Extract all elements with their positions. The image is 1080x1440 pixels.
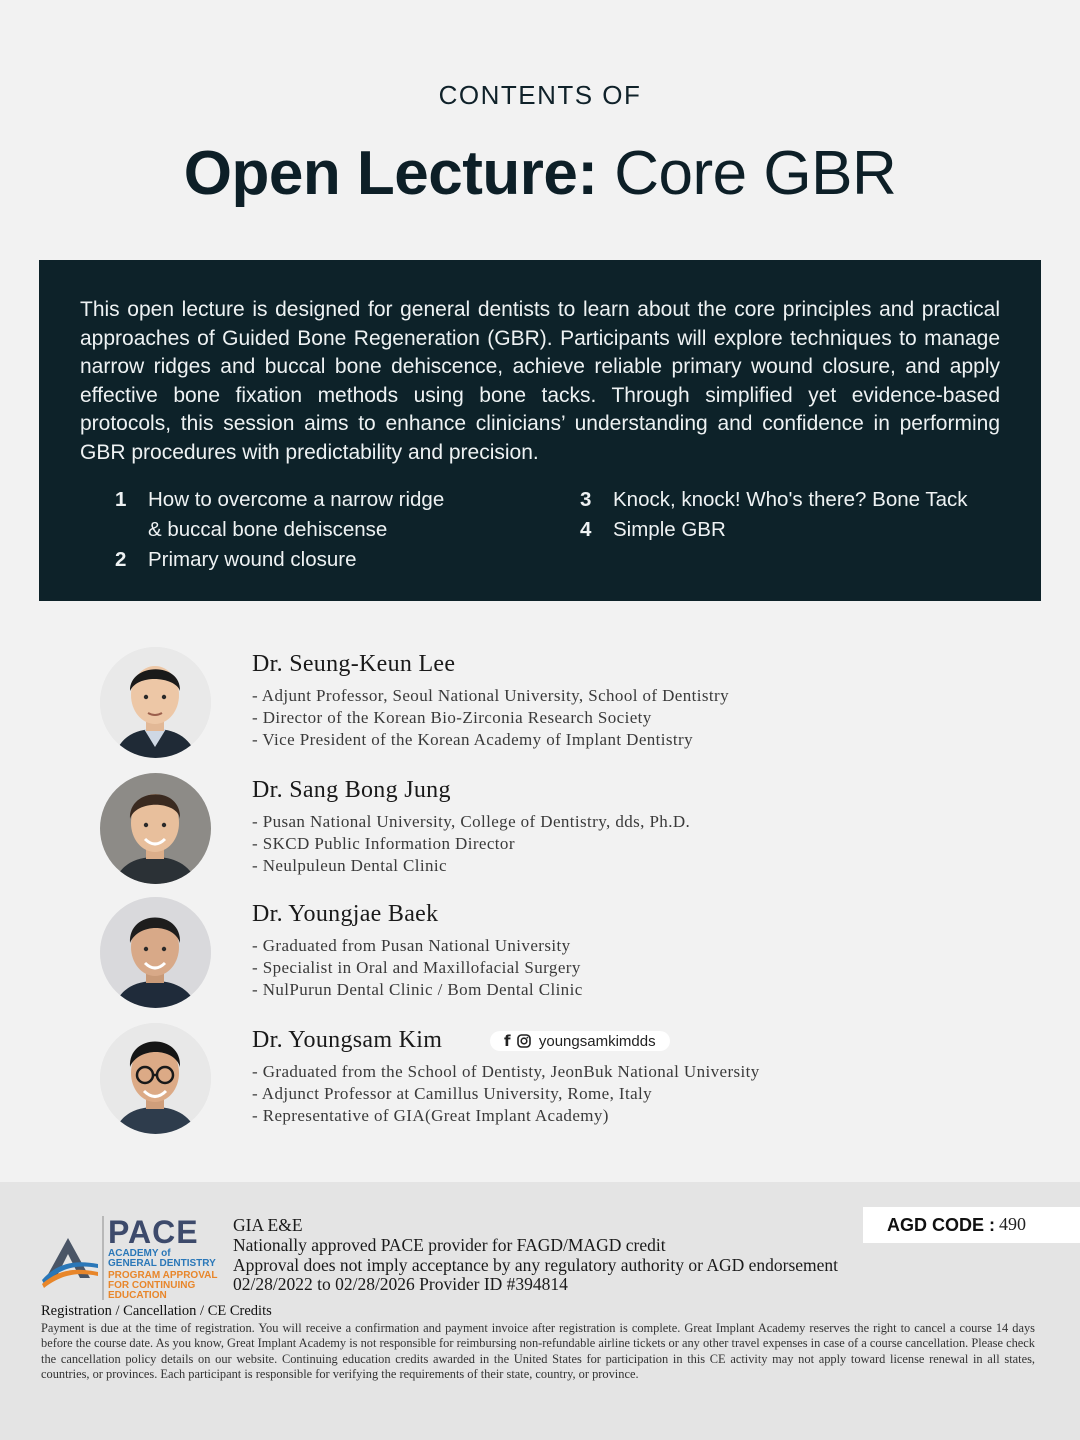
speaker-card-kim — [100, 1023, 1000, 1138]
registration-text: Payment is due at the time of registration. You will receive a confirmation and payment invoice after registration is complete. Great Implant Academy reserves the right to cancel a course 14 days before the course date. As you know, Great Implant Academy is not responsible for reimbursing non-refundable airline tickets or any other travel expenses in case of a course cancellation. Please check the cancellation policy details on our website. Continuing education credits awarded in the United States for participation in this CE activity may not apply toward license renewal in all states, countries, or provinces. Each participant is responsible for verifying the requirements of their state, country, or province. — [41, 1321, 1035, 1382]
intro-box — [39, 260, 1041, 601]
social-handle: youngsamkimdds — [538, 1033, 656, 1050]
page-title-light: Core GBR — [614, 139, 897, 208]
provider-line: 02/28/2022 to 02/28/2026 Provider ID #394814 — [233, 1274, 568, 1295]
pace-logo — [40, 1216, 216, 1300]
topic-item-2 — [115, 545, 357, 575]
topic-number: 4 — [580, 518, 592, 541]
pace-logo-icon — [40, 1216, 100, 1300]
speaker-name: Dr. Youngsam Kim — [252, 1027, 443, 1053]
credential-line: - Adjunct Professor at Camillus University, Rome, Italy — [252, 1083, 760, 1105]
agd-code-label: AGD CODE : — [887, 1215, 995, 1235]
speaker-credentials — [252, 935, 583, 1001]
topic-item-4 — [580, 515, 726, 545]
topic-title: Knock, knock! Who's there? Bone Tack — [613, 488, 968, 511]
agd-code-value: 490 — [999, 1214, 1026, 1234]
provider-info — [233, 1216, 838, 1295]
credential-line: - Representative of GIA(Great Implant Academy) — [252, 1105, 760, 1127]
topic-title-continued: & buccal bone dehiscense — [148, 518, 388, 541]
speaker-photo-avatar — [100, 647, 211, 758]
facebook-icon: f — [504, 1032, 511, 1050]
credential-line: - Graduated from the School of Dentisty, JeonBuk National University — [252, 1061, 760, 1083]
speaker-name: Dr. Sang Bong Jung — [252, 777, 451, 803]
speaker-name: Dr. Youngjae Baek — [252, 901, 439, 927]
credential-line: - Director of the Korean Bio-Zirconia Research Society — [252, 707, 729, 729]
credential-line: - Adjunt Professor, Seoul National University, School of Dentistry — [252, 685, 729, 707]
social-handle-badge[interactable] — [490, 1031, 670, 1051]
provider-line: GIA E&E — [233, 1215, 303, 1235]
speaker-photo-avatar — [100, 897, 211, 1008]
page-title-bold: Open Lecture: — [183, 139, 598, 208]
provider-line: Nationally approved PACE provider for FAGD/MAGD credit — [233, 1234, 666, 1255]
speaker-card-baek — [100, 897, 1000, 1012]
topic-number: 2 — [115, 548, 127, 571]
topic-item-1 — [115, 485, 444, 545]
topic-title: Primary wound closure — [148, 548, 357, 571]
registration-title: Registration / Cancellation / CE Credits — [41, 1303, 272, 1319]
speaker-photo-avatar — [100, 773, 211, 884]
speaker-credentials — [252, 685, 729, 751]
credential-line: - Graduated from Pusan National University — [252, 935, 583, 957]
speaker-card-jung — [100, 773, 1000, 888]
header-kicker: CONTENTS OF — [438, 80, 642, 110]
topic-number: 1 — [115, 488, 127, 511]
topic-title: Simple GBR — [613, 518, 726, 541]
speaker-photo-avatar — [100, 1023, 211, 1134]
speaker-name: Dr. Seung-Keun Lee — [252, 651, 456, 677]
credential-line: - Vice President of the Korean Academy of Implant Dentistry — [252, 729, 729, 751]
topic-number: 3 — [580, 488, 592, 511]
speaker-credentials — [252, 1061, 760, 1127]
credential-line: - NulPurun Dental Clinic / Bom Dental Clinic — [252, 979, 583, 1001]
agd-code-badge — [863, 1207, 1080, 1243]
credential-line: - Pusan National University, College of Dentistry, dds, Ph.D. — [252, 811, 690, 833]
credential-line: - SKCD Public Information Director — [252, 833, 690, 855]
instagram-icon — [517, 1034, 531, 1048]
pace-wordmark: PACE — [108, 1214, 199, 1250]
pace-line-2: GENERAL DENTISTRY — [108, 1258, 216, 1269]
pace-line-1: ACADEMY of — [108, 1248, 171, 1259]
speaker-card-lee — [100, 647, 1000, 762]
footer — [0, 1182, 1080, 1440]
logo-divider — [102, 1216, 104, 1300]
pace-line-3: PROGRAM APPROVAL FOR CONTINUING EDUCATION — [108, 1270, 218, 1301]
page-title — [0, 138, 1080, 209]
topic-item-3 — [580, 485, 968, 515]
intro-text: This open lecture is designed for general dentists to learn about the core principles and practical approaches of Guided Bone Regeneration (GBR). Participants will explore techniques to manage narrow ridges and buccal bone dehiscence, achieve reliable primary wound closure, and apply effective bone fixation methods using bone tacks. Through simplified yet evidence-based protocols, this session aims to enhance clinicians’ understanding and confidence in performing GBR procedures with predictability and precision. — [80, 298, 1000, 464]
speaker-credentials — [252, 811, 690, 877]
topic-title: How to overcome a narrow ridge — [148, 488, 445, 511]
credential-line: - Neulpuleun Dental Clinic — [252, 855, 690, 877]
credential-line: - Specialist in Oral and Maxillofacial Surgery — [252, 957, 583, 979]
provider-line: Approval does not imply acceptance by any regulatory authority or AGD endorsement — [233, 1254, 839, 1275]
